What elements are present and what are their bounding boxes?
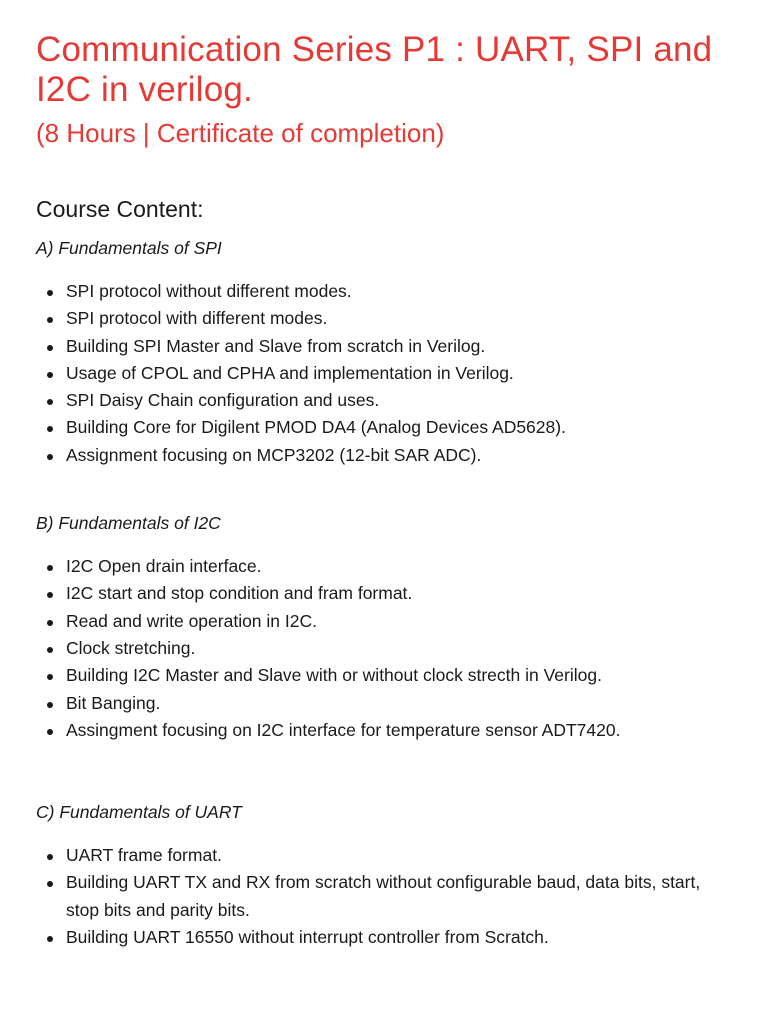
section-list-spi (36, 278, 736, 469)
course-page (36, 30, 736, 951)
list-item: Building UART TX and RX from scratch without configurable baud, data bits, start, stop bits and parity bits. (36, 869, 736, 924)
list-item: Read and write operation in I2C. (36, 608, 736, 635)
course-title: Communication Series P1 : UART, SPI and I2C in verilog. (36, 30, 713, 109)
list-item: Building UART 16550 without interrupt controller from Scratch. (36, 924, 736, 951)
list-item: Clock stretching. (36, 635, 736, 662)
section-list-i2c (36, 553, 736, 744)
course-content-heading: Course Content: (36, 196, 204, 222)
section-heading-uart: C) Fundamentals of UART (36, 802, 242, 823)
list-item: Usage of CPOL and CPHA and implementation in Verilog. (36, 360, 736, 387)
section-heading-spi: A) Fundamentals of SPI (36, 238, 222, 258)
list-item: Building Core for Digilent PMOD DA4 (Analog Devices AD5628). (36, 414, 736, 441)
section-heading-i2c: B) Fundamentals of I2C (36, 513, 221, 534)
course-subtitle: (8 Hours | Certificate of completion) (36, 118, 445, 148)
list-item: Assignment focusing on MCP3202 (12-bit SAR ADC). (36, 442, 736, 469)
section-list-uart (36, 842, 736, 951)
list-item: SPI Daisy Chain configuration and uses. (36, 387, 736, 414)
list-item: Bit Banging. (36, 690, 736, 717)
list-item: Building I2C Master and Slave with or without clock strecth in Verilog. (36, 662, 736, 689)
list-item: I2C start and stop condition and fram format. (36, 580, 736, 607)
list-item: Building SPI Master and Slave from scratch in Verilog. (36, 333, 736, 360)
list-item: UART frame format. (36, 842, 736, 869)
list-item: I2C Open drain interface. (36, 553, 736, 580)
list-item: Assingment focusing on I2C interface for temperature sensor ADT7420. (36, 717, 736, 744)
list-item: SPI protocol without different modes. (36, 278, 736, 305)
list-item: SPI protocol with different modes. (36, 305, 736, 332)
